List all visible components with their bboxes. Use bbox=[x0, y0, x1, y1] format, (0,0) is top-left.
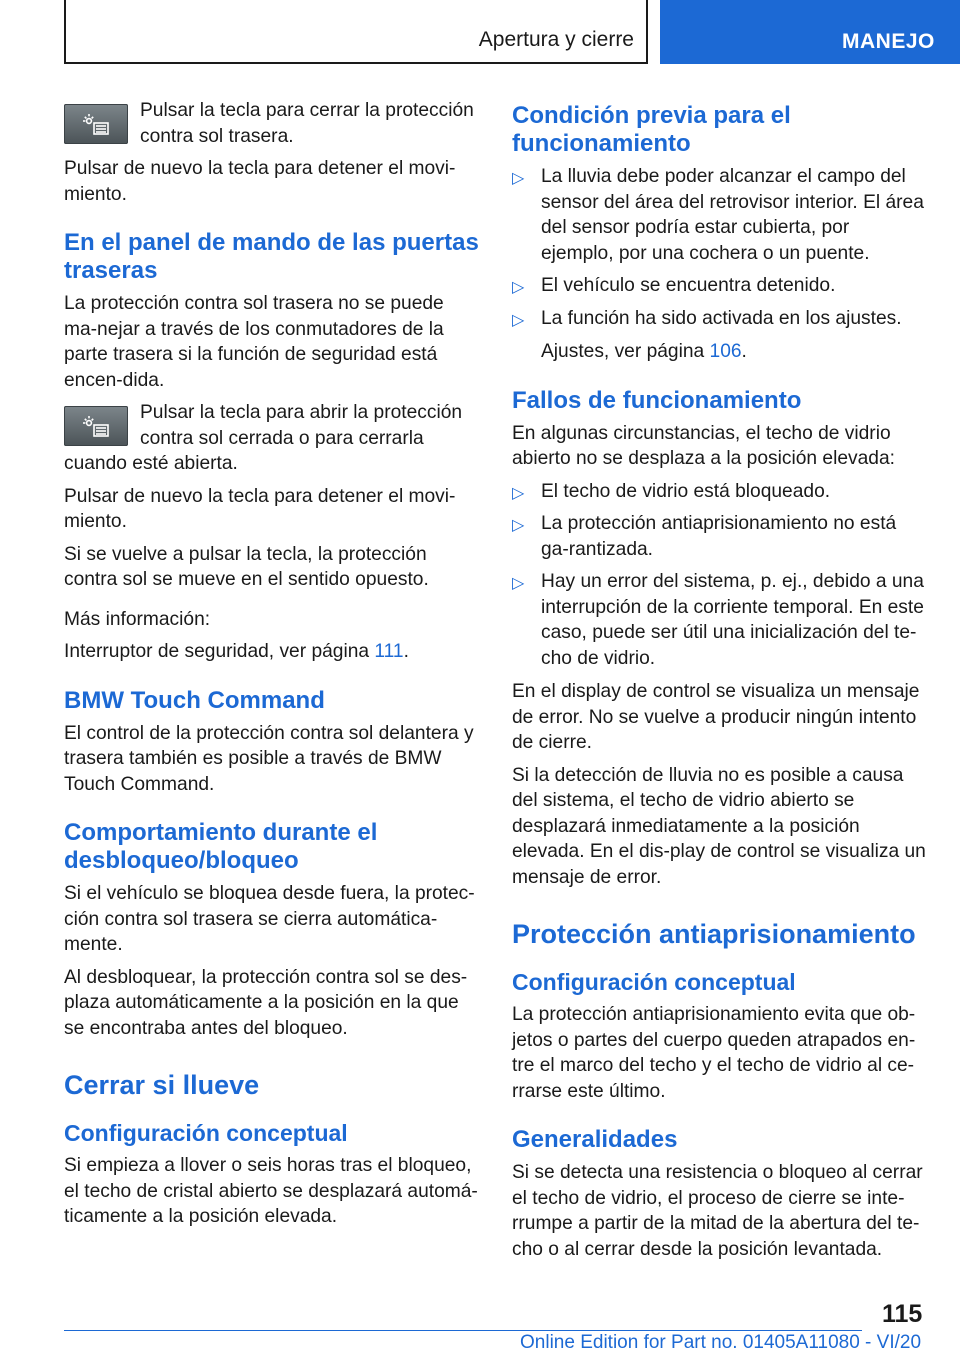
list-item-text: La protección antiaprisionamiento no está ga-rantizada. bbox=[541, 513, 897, 560]
footer-edition: Online Edition for Part no. 01405A11080 - VI/20 bbox=[520, 1332, 922, 1353]
paragraph: Pulsar de nuevo la tecla para detener el movi-miento. bbox=[64, 485, 456, 532]
footer-divider bbox=[64, 1330, 862, 1331]
paragraph bbox=[512, 339, 926, 365]
paragraph: En algunas circunstancias, el techo de vidrio abierto no se desplaza a la posición elevada: bbox=[512, 422, 895, 469]
triangle-bullet-icon: ▷ bbox=[512, 279, 525, 296]
triangle-bullet-icon: ▷ bbox=[512, 311, 525, 329]
paragraph: Pulsar la tecla para abrir la protección contra sol cerrada o para cerrarla bbox=[140, 402, 463, 449]
paragraph: Más información: bbox=[64, 608, 211, 630]
heading-behaviour: Comportamiento durante el desbloqueo/bloqueo bbox=[64, 819, 378, 874]
list-item-text: El techo de vidrio está bloqueado. bbox=[541, 480, 831, 502]
list-item bbox=[512, 511, 926, 562]
key-instruction-close bbox=[64, 98, 482, 149]
triangle-bullet-icon: ▷ bbox=[512, 484, 525, 502]
paragraph: Si el vehículo se bloquea desde fuera, la protec-ción contra sol trasera se cierra automática-mente. bbox=[64, 883, 475, 955]
heading-bmw-touch-command: BMW Touch Command bbox=[64, 686, 325, 714]
list-item bbox=[512, 273, 926, 299]
reference-end: . bbox=[741, 341, 747, 362]
reference-end: . bbox=[403, 641, 409, 662]
paragraph bbox=[64, 639, 482, 665]
reference-text: Interruptor de seguridad, ver página bbox=[64, 641, 375, 662]
list-item bbox=[512, 164, 926, 266]
heading-malfunctions: Fallos de funcionamiento bbox=[512, 386, 802, 414]
paragraph: Si se vuelve a pulsar la tecla, la protección contra sol se mueve en el sentido opuesto. bbox=[64, 543, 429, 590]
page-link-111[interactable]: 111 bbox=[374, 641, 404, 662]
page-number: 115 bbox=[882, 1300, 923, 1328]
triangle-bullet-icon: ▷ bbox=[512, 517, 525, 534]
paragraph: Si se detecta una resistencia o bloqueo al cerrar el techo de vidrio, el proceso de cierre se inte-rrumpe a partir de la mitad de la abertura del te-cho o al cerrar desde la posición levantada. bbox=[512, 1162, 923, 1260]
paragraph: La protección contra sol trasera no se puede ma-nejar a través de los conmutadores de la parte trasera si la función de seguridad está encen-dida. bbox=[64, 293, 444, 391]
chapter-tab bbox=[64, 0, 648, 64]
list-item bbox=[512, 479, 926, 505]
page-link-106[interactable]: 106 bbox=[709, 341, 742, 362]
list-item-text: La función ha sido activada en los ajustes. bbox=[541, 307, 902, 329]
paragraph: Si empieza a llover o seis horas tras el bloqueo, el techo de cristal abierto se desplazará automá-ticamente a la posición elevada. bbox=[64, 1155, 478, 1227]
list-item bbox=[512, 306, 926, 332]
heading-anti-trap: Protección antiaprisionamiento bbox=[512, 919, 916, 949]
heading-precondition: Condición previa para el funcionamiento bbox=[512, 102, 791, 157]
paragraph: El control de la protección contra sol delantera y trasera también es posible a través de BMW Touch Command. bbox=[64, 722, 474, 795]
list-item-text: La lluvia debe poder alcanzar el campo del sensor del área del retrovisor interior. El área del sensor podría estar cubierta, por ejemplo, por una cochera o un puente. bbox=[541, 166, 924, 264]
paragraph: cuando esté abierta. bbox=[64, 453, 238, 474]
paragraph: Pulsar la tecla para cerrar la protección contra sol trasera. bbox=[140, 100, 474, 147]
sunblind-key-icon bbox=[64, 406, 128, 446]
paragraph: La protección antiaprisionamiento evita que ob-jetos o partes del cuerpo queden atrapados en-tre el marco del techo y el techo de vidrio al ce-rrarse este último. bbox=[512, 1004, 916, 1102]
heading-concept: Configuración conceptual bbox=[64, 1120, 348, 1146]
triangle-bullet-icon: ▷ bbox=[512, 170, 525, 187]
paragraph: Al desbloquear, la protección contra sol se des-plaza automáticamente a la posición en la que se encontraba antes del bloqueo. bbox=[64, 966, 468, 1039]
paragraph: En el display de control se visualiza un mensaje de error. No se vuelve a producir ningún intento de cierre. bbox=[512, 681, 920, 753]
heading-concept: Configuración conceptual bbox=[512, 969, 796, 995]
triangle-bullet-icon: ▷ bbox=[512, 575, 525, 592]
paragraph: Pulsar de nuevo la tecla para detener el movi-miento. bbox=[64, 158, 456, 205]
paragraph: Si la detección de lluvia no es posible a causa del sistema, el techo de vidrio abierto se desplazará inmediatamente a la posición elevada. En el dis-play de control se visualiza un mensaje de error. bbox=[512, 764, 926, 888]
section-title: MANEJO bbox=[842, 30, 935, 53]
key-instruction-open bbox=[64, 400, 482, 451]
chapter-title: Apertura y cierre bbox=[478, 28, 634, 51]
list-item-text: Hay un error del sistema, p. ej., debido a una interrupción de la corriente temporal. En este caso, puede ser útil una inicialización del te-cho de vidrio. bbox=[541, 571, 924, 669]
section-tab bbox=[660, 0, 960, 64]
heading-close-if-rain: Cerrar si llueve bbox=[64, 1070, 260, 1100]
heading-general: Generalidades bbox=[512, 1126, 678, 1153]
list-item bbox=[512, 569, 926, 671]
list-item-text: El vehículo se encuentra detenido. bbox=[541, 275, 836, 296]
right-column bbox=[512, 98, 926, 1269]
heading-rear-panel: En el panel de mando de las puertas traseras bbox=[64, 229, 479, 284]
sunblind-key-icon bbox=[64, 104, 128, 144]
precondition-list bbox=[512, 164, 926, 331]
reference-text: Ajustes, ver página bbox=[541, 341, 710, 362]
malfunction-list bbox=[512, 479, 926, 672]
left-column bbox=[64, 98, 482, 1237]
